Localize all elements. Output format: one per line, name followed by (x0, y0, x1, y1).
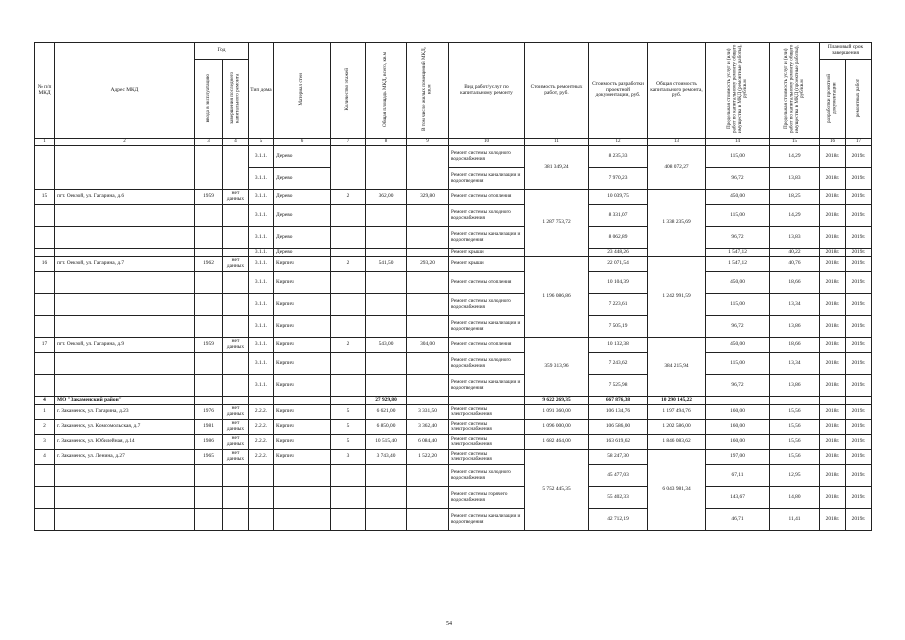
table-row: 15 пгт. Оекзой, ул. Гагарина, д.6 1959 нет данных 3.1.1. Дерево 2 362,00 329,80 Ремонт системы отопления 1 287 753,72 10 039,75 1 338 235,69 450,00 18,25 2018г. 2019г. (35, 190, 872, 205)
header-wall-material: Материал стен (274, 43, 331, 139)
column-number: 12 (589, 139, 648, 146)
column-number: 1 (35, 139, 55, 146)
column-number: 13 (648, 139, 706, 146)
table-row: Ремонт системы горячего водоснабжения 55 402,33 143,67 14,80 2018г. 2019г. (35, 487, 872, 509)
table-row: Ремонт системы канализации и водоотведения 42 712,19 46,71 11,41 2018г. 2019г. (35, 509, 872, 531)
column-number: 15 (770, 139, 820, 146)
header-design-cost: Стоимость разработки проектной документации, руб. (589, 43, 648, 139)
column-number: 4 (223, 139, 249, 146)
table-row: 3.1.1. Дерево Ремонт крыши 23 448,26 1 547,12 40,22 2018г. 2019г. (35, 249, 872, 257)
table-row: 3.1.1. Кирпич Ремонт системы холодного водоснабжения 7 223,61 115,00 13,34 2018г. 2019г. (35, 294, 872, 316)
header-house-type: Тип дома (249, 43, 274, 139)
column-number: 16 (820, 139, 846, 146)
table-row: 3.1.1. Кирпич Ремонт системы отопления 10 104,39 450,00 18,66 2018г. 2019г. (35, 272, 872, 294)
table-row: 1 г. Закаменск, ул. Гагарина, д.23 1976 нет данных 2.2.2. Кирпич 5 6 621,00 3 331,50 Ремонт системы электроснабжения 1 091 360,00 106 134,76 1 197 494,76 160,00 15,56 2018г. 2019г. (35, 405, 872, 420)
header-total-cost: Общая стоимость капитального ремонта, руб. (648, 43, 706, 139)
column-number: 2 (55, 139, 195, 146)
header-max-cost-design: Предельная стоимость услуг и (или) работ по капитальному ремонту общего имущества в МКД (проектные работы), руб/кв.м (770, 43, 820, 139)
header-year-group: Год (195, 43, 249, 60)
column-number: 11 (525, 139, 589, 146)
header-num: № п/п МКД (35, 43, 55, 139)
header-year-commission: ввода в эксплуатацию (195, 60, 223, 139)
header-address: Адрес МКД (55, 43, 195, 139)
table-row: 4 г. Закаменск, ул. Ленина, д.27 1965 нет данных 2.2.2. Кирпич 3 3 743,40 1 522,20 Ремонт системы электроснабжения 5 752 445,35 58 247,30 6 043 981,34 197,00 15,56 2018г. 2019г. (35, 450, 872, 465)
table-row: 3 г. Закаменск, ул. Юбилейная, д.14 1986 нет данных 2.2.2. Кирпич 5 10 515,40 6 084,40 Ремонт системы электроснабжения 1 682 464,00 163 619,62 1 846 083,62 160,00 15,56 2018г. 2019г. (35, 435, 872, 450)
table-row: 2 г. Закаменск, ул. Комсомольская, д.7 1981 нет данных 2.2.2. Кирпич 5 6 850,00 3 362,40 Ремонт системы электроснабжения 1 096 000,00 106 586,00 1 202 586,00 160,00 15,56 2018г. 2019г. (35, 420, 872, 435)
column-number: 7 (331, 139, 366, 146)
header-max-cost-works: Предельная стоимость услуг и (или) работ по капитальному ремонту общего имущества в МКД (ремонтные работы), руб/кв.м (706, 43, 770, 139)
header-floors: Количество этажей (331, 43, 366, 139)
capital-repair-table (34, 42, 872, 531)
table-row: 3.1.1. Кирпич Ремонт системы канализации и водоотведения 7 525,98 96,72 13,86 2018г. 2019г. (35, 375, 872, 397)
header-planned-design: разработки проектной документации (820, 60, 846, 139)
table-row: 16 пгт. Оекзой, ул. Гагарина, д.7 1962 нет данных 3.1.1. Кирпич 2 541,50 293,20 Ремонт крыши 1 196 086,86 22 071,54 1 242 991,59 1 547,12 40,76 2018г. 2019г. (35, 257, 872, 272)
table-row: 3.1.1. Дерево Ремонт системы канализации и водоотведения 7 970,23 96,72 13,83 2018г. 2019г. (35, 168, 872, 190)
table-row: Ремонт системы холодного водоснабжения 45 477,03 67,11 12,95 2018г. 2019г. (35, 465, 872, 487)
table-row: 3.1.1. Дерево Ремонт системы холодного водоснабжения 381 349,24 8 235,33 408 072,27 115,00 14,29 2018г. 2019г. (35, 146, 872, 168)
capital-repair-table-sheet (34, 42, 872, 531)
column-number: 10 (449, 139, 525, 146)
column-number: 3 (195, 139, 223, 146)
column-number: 17 (846, 139, 872, 146)
header-year-last-repair: завершения последнего капитального ремонта (223, 60, 249, 139)
page-number: 54 (446, 621, 452, 627)
column-number: 5 (249, 139, 274, 146)
column-number-row (35, 139, 872, 146)
header-work-type: Вид работ/услуг по капитальному ремонту (449, 43, 525, 139)
column-number: 9 (407, 139, 449, 146)
table-row: 3.1.1. Дерево Ремонт системы канализации и водоотведения 8 062,89 96,72 13,83 2018г. 2019г. (35, 227, 872, 249)
table-row: 3.1.1. Дерево Ремонт системы холодного водоснабжения 8 331,07 115,00 14,29 2018г. 2019г. (35, 205, 872, 227)
column-number: 14 (706, 139, 770, 146)
table-row: 3.1.1. Кирпич Ремонт системы холодного водоснабжения 7 243,62 115,00 13,34 2018г. 2019г. (35, 353, 872, 375)
table-row: 17 пгт. Оекзой, ул. Гагарина, д.9 1959 нет данных 3.1.1. Кирпич 2 543,00 304,00 Ремонт системы отопления 359 313,96 10 132,38 384 215,94 450,00 18,66 2018г. 2019г. (35, 338, 872, 353)
table-row-district-total: 4 МО "Закаменский район" 27 929,80 9 622 269,35 667 876,38 10 290 145,22 (35, 397, 872, 405)
header-repair-cost: Стоимость ремонтных работ, руб. (525, 43, 589, 139)
header-total-area: Общая площадь МКД, всего, кв.м (366, 43, 407, 139)
table-row: 3.1.1. Кирпич Ремонт системы канализации и водоотведения 7 505,19 96,72 13,86 2018г. 2019г. (35, 316, 872, 338)
header-planned-group: Плановый срок завершения (820, 43, 872, 60)
header-planned-repair: ремонтных работ (846, 60, 872, 139)
header-residential-area: В том числе жилых помещений МКД, кв.м (407, 43, 449, 139)
column-number: 6 (274, 139, 331, 146)
column-number: 8 (366, 139, 407, 146)
